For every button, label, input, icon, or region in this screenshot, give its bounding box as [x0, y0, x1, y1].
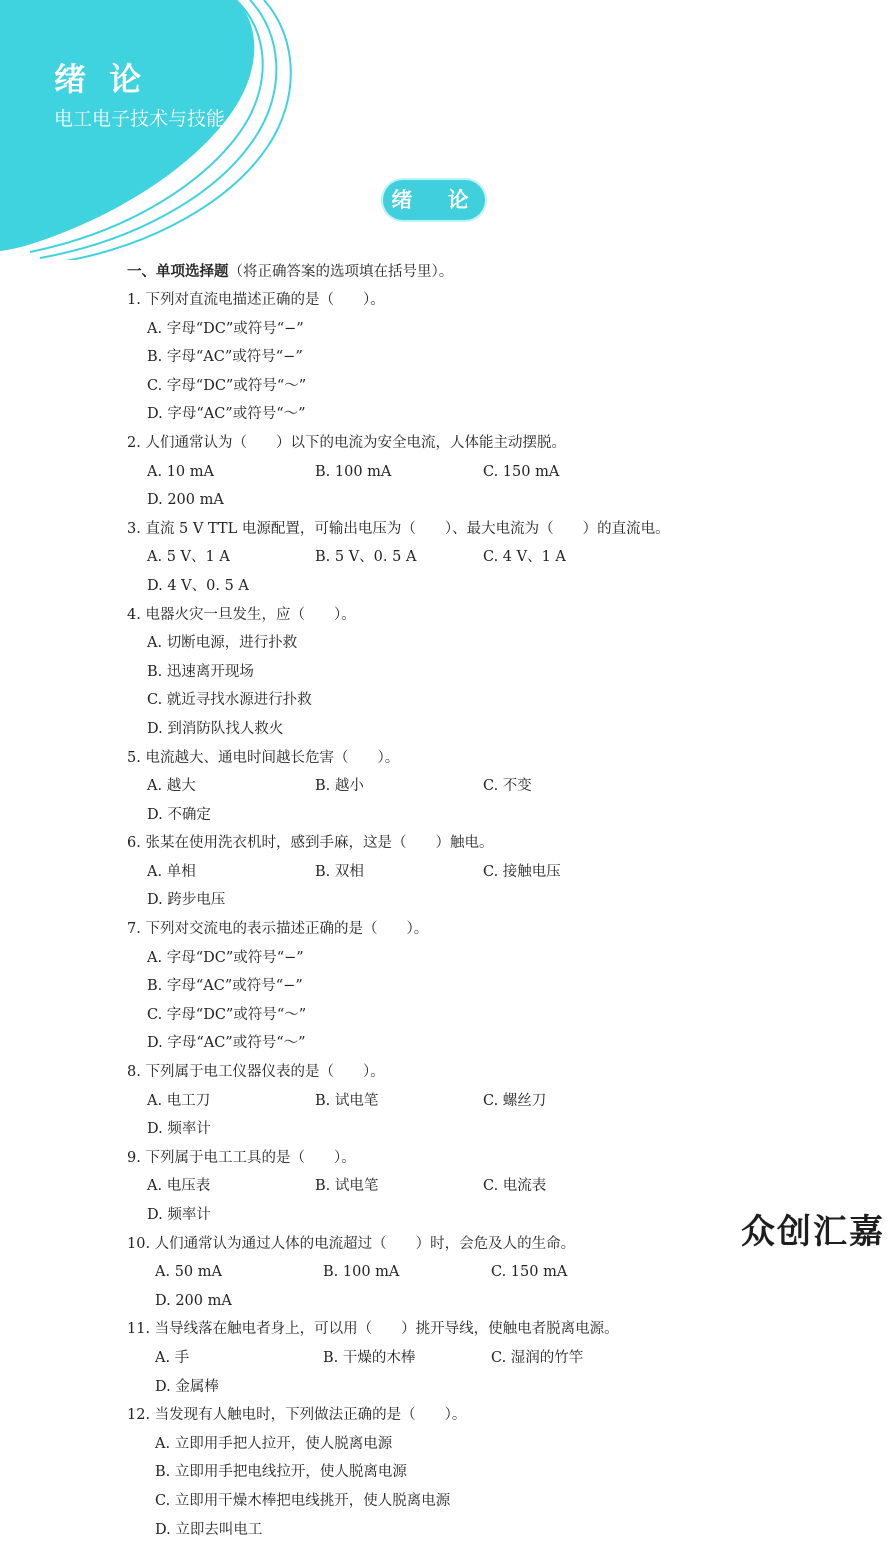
question-options [127, 629, 777, 743]
option-item: C. 字母“DC”或符号“～” [147, 377, 307, 394]
option-item: B. 迅速离开现场 [147, 663, 254, 680]
question-stem: 1. 下列对直流电描述正确的是（ ）。 [127, 292, 385, 308]
question-options [127, 1258, 777, 1315]
option-item: C. 150 mA [491, 1264, 568, 1281]
option-item: C. 150 mA [483, 463, 560, 480]
question-options [127, 1344, 777, 1401]
option-item: D. 不确定 [147, 806, 211, 823]
option-item: B. 干燥的木棒 [323, 1349, 416, 1366]
question-options [127, 458, 777, 515]
question-stem: 7. 下列对交流电的表示描述正确的是（ ）。 [127, 921, 429, 938]
question-stem: 9. 下列属于电工工具的是（ ）。 [127, 1149, 356, 1166]
question-stem: 2. 人们通常认为（ ）以下的电流为安全电流，人体能主动摆脱。 [127, 434, 566, 451]
option-item: A. 切断电源，进行扑救 [147, 635, 298, 652]
option-item: D. 4 V、0. 5 A [147, 577, 249, 594]
option-item: A. 字母“DC”或符号“−” [147, 320, 304, 337]
chapter-title: 绪 论 [54, 60, 148, 98]
option-item: C. 立即用干燥木棒把电线挑开，使人脱离电源 [155, 1492, 451, 1509]
option-item: D. 跨步电压 [147, 892, 226, 909]
option-item: B. 100 mA [323, 1264, 400, 1281]
question-list [127, 258, 777, 1544]
section-heading-instructions: （将正确答案的选项填在括号里）。 [228, 264, 454, 280]
option-item: C. 就近寻找水源进行扑救 [147, 692, 312, 709]
question-stem: 12. 当发现有人触电时，下列做法正确的是（ ）。 [127, 1407, 467, 1424]
option-item: D. 频率计 [147, 1207, 211, 1223]
question-stem: 10. 人们通常认为通过人体的电流超过（ ）时，会危及人的生命。 [127, 1235, 576, 1252]
section-heading [127, 258, 777, 286]
questions-container [127, 286, 777, 1544]
option-item: A. 越大 [147, 778, 196, 795]
publisher-watermark: 众创汇嘉 [741, 1212, 885, 1252]
option-item: B. 100 mA [315, 463, 392, 480]
option-item: D. 到消防队找人救火 [147, 720, 284, 737]
question-stem: 3. 直流 5 V TTL 电源配置，可输出电压为（ ）、最大电流为（ ）的直流电。 [127, 520, 670, 537]
option-item: A. 字母“DC”或符号“−” [147, 949, 304, 966]
option-item: B. 试电笔 [315, 1178, 379, 1195]
option-item: B. 5 V、0. 5 A [315, 549, 417, 566]
option-item: D. 金属棒 [155, 1378, 219, 1395]
option-item: D. 200 mA [155, 1292, 232, 1309]
question-stem: 6. 张某在使用洗衣机时，感到手麻，这是（ ）触电。 [127, 835, 494, 852]
book-subtitle: 电工电子技术与技能 [54, 108, 226, 130]
option-item: D. 频率计 [147, 1121, 211, 1138]
question-options [127, 1087, 777, 1144]
option-item: B. 立即用手把电线拉开，使人脱离电源 [155, 1464, 407, 1481]
option-item: C. 电流表 [483, 1178, 547, 1195]
question-options [127, 858, 777, 915]
option-item: B. 越小 [315, 778, 364, 795]
question-options [127, 1430, 777, 1544]
question-options [127, 944, 777, 1058]
option-item: A. 电工刀 [147, 1092, 211, 1109]
section-heading-bold: 一、单项选择题 [127, 264, 229, 280]
question-stem: 8. 下列属于电工仪器仪表的是（ ）。 [127, 1064, 385, 1081]
question-options [127, 543, 777, 600]
option-item: A. 单相 [147, 863, 196, 880]
option-item: B. 字母“AC”或符号“−” [147, 349, 303, 366]
option-item: A. 立即用手把人拉开，使人脱离电源 [155, 1435, 393, 1452]
question-stem: 4. 电器火灾一旦发生，应（ ）。 [127, 606, 356, 623]
question-options [127, 772, 777, 829]
option-item: A. 10 mA [147, 463, 214, 480]
question-stem: 11. 当导线落在触电者身上，可以用（ ）挑开导线，使触电者脱离电源。 [127, 1321, 619, 1338]
option-item: D. 200 mA [147, 492, 224, 509]
option-item: B. 双相 [315, 863, 364, 880]
option-item: A. 5 V、1 A [147, 549, 230, 566]
option-item: C. 湿润的竹竿 [491, 1349, 584, 1366]
option-item: D. 字母“AC”或符号“～” [147, 1035, 306, 1052]
option-item: A. 手 [155, 1349, 190, 1366]
option-item: B. 试电笔 [315, 1092, 379, 1109]
option-item: C. 字母“DC”或符号“～” [147, 1006, 307, 1023]
question-options [127, 1172, 777, 1229]
option-item: B. 字母“AC”或符号“−” [147, 978, 303, 995]
section-title-pill: 绪 论 [383, 180, 485, 220]
option-item: C. 不变 [483, 778, 532, 795]
option-item: C. 4 V、1 A [483, 549, 566, 566]
option-item: C. 螺丝刀 [483, 1092, 547, 1109]
option-item: A. 电压表 [147, 1178, 211, 1195]
option-item: A. 50 mA [155, 1264, 222, 1281]
option-item: D. 字母“AC”或符号“～” [147, 406, 306, 423]
question-options [127, 315, 777, 429]
option-item: D. 立即去叫电工 [155, 1521, 263, 1538]
option-item: C. 接触电压 [483, 863, 561, 880]
question-stem: 5. 电流越大、通电时间越长危害（ ）。 [127, 749, 400, 766]
